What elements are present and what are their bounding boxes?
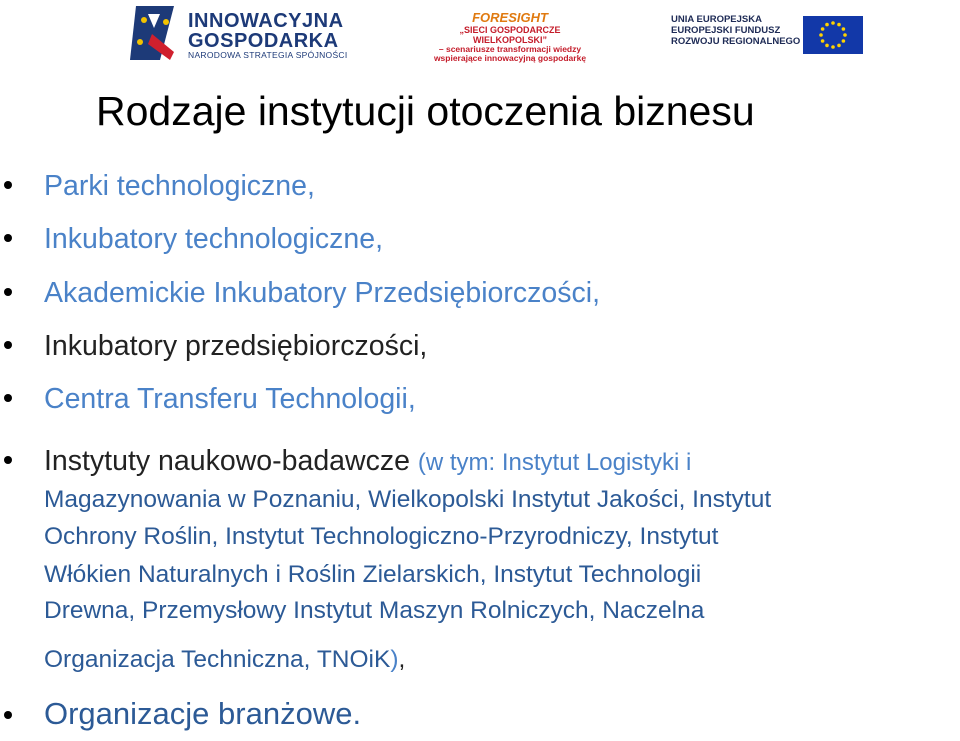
instytuty-label: Instytuty naukowo-badawcze bbox=[44, 445, 410, 477]
instytuty-line-1: Magazynowania w Poznaniu, Wielkopolski Instytut Jakości, Instytut bbox=[44, 486, 772, 513]
bullet-parki-technologiczne: Parki technologiczne, bbox=[44, 170, 315, 202]
bullet-dot bbox=[0, 181, 10, 191]
bullet-centra-transferu: Centra Transferu Technologii, bbox=[44, 383, 416, 415]
logo-line-3: NARODOWA STRATEGIA SPÓJNOŚCI bbox=[188, 50, 348, 60]
bullet-dot bbox=[0, 394, 10, 404]
instytuty-closing-paren: ) bbox=[390, 646, 399, 673]
instytuty-trailing-comma: , bbox=[398, 646, 406, 673]
bullet-organizacje-branzowe: Organizacje branżowe. bbox=[44, 696, 362, 731]
bullet-instytuty-naukowo-badawcze bbox=[44, 445, 691, 478]
bullet-akademickie-inkubatory: Akademickie Inkubatory Przedsiębiorczości, bbox=[44, 277, 600, 309]
eu-line-2: EUROPEJSKI FUNDUSZ bbox=[671, 25, 781, 36]
header-logos bbox=[0, 0, 960, 70]
slide-title: Rodzaje instytucji otoczenia biznesu bbox=[96, 88, 755, 134]
innowacyjna-gospodarka-logo bbox=[130, 4, 350, 62]
bullet-dot bbox=[0, 288, 10, 298]
eu-text bbox=[671, 14, 800, 47]
logo-line-1: INNOWACYJNA bbox=[188, 10, 344, 32]
bullet-inkubatory-przedsiebiorczosci: Inkubatory przedsiębiorczości, bbox=[44, 330, 428, 362]
foresight-title: FORESIGHT bbox=[472, 10, 548, 25]
bullet-dot bbox=[0, 456, 10, 466]
eu-logo bbox=[671, 14, 861, 54]
bullet-dot bbox=[0, 341, 10, 351]
instytuty-intro: (w tym: Instytut Logistyki i bbox=[417, 449, 692, 476]
instytuty-line-2: Ochrony Roślin, Instytut Technologiczno-Przyrodniczy, Instytut bbox=[44, 523, 719, 550]
eu-line-1: UNIA EUROPEJSKA bbox=[671, 14, 762, 25]
innowacyjna-gospodarka-mark-icon bbox=[130, 4, 182, 62]
instytuty-line-5 bbox=[44, 646, 405, 674]
bullet-inkubatory-technologiczne: Inkubatory technologiczne, bbox=[44, 223, 384, 255]
foresight-line-4: wspierające innowacyjną gospodarkę bbox=[433, 53, 587, 63]
logo-line-2: GOSPODARKA bbox=[188, 30, 339, 52]
instytuty-line-3: Włókien Naturalnych i Roślin Zielarskich, Instytut Technologii bbox=[44, 561, 702, 588]
instytuty-line-5-text: Organizacja Techniczna, TNOiK bbox=[44, 646, 391, 673]
eu-line-3: ROZWOJU REGIONALNEGO bbox=[671, 36, 801, 47]
foresight-logo bbox=[425, 10, 595, 63]
foresight-line-3: – scenariusze transformacji wiedzy bbox=[438, 44, 582, 54]
instytuty-line-4: Drewna, Przemysłowy Instytut Maszyn Rolniczych, Naczelna bbox=[44, 597, 705, 624]
eu-flag-icon bbox=[803, 16, 863, 54]
foresight-subtitle: „SIECI GOSPODARCZE WIELKOPOLSKI” bbox=[459, 25, 561, 45]
bullet-dot bbox=[0, 711, 10, 721]
bullet-dot bbox=[0, 234, 10, 244]
